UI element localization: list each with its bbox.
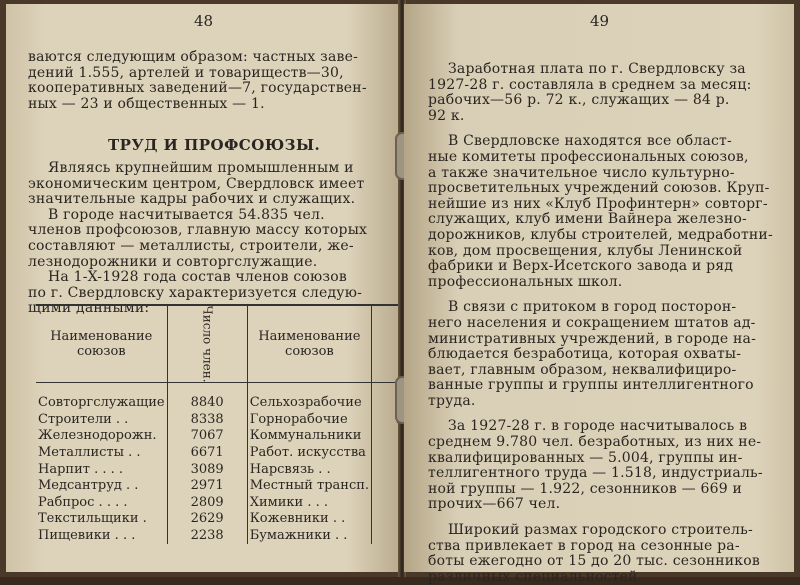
table-row <box>36 461 451 478</box>
text-line: кооперативных заведений—7, государствен- <box>28 80 367 97</box>
text-line: квалифицированных — 5.004, группы ин- <box>428 449 743 466</box>
text-line: В Свердловске находятся все област- <box>448 133 732 150</box>
text-line: нейшие из них «Клуб Профинтерн» совторг- <box>428 195 768 212</box>
text-line: ков, дом просвещения, клубы Ленинской <box>428 242 743 259</box>
text-line: фабрики и Верх-Исетского завода и ряд <box>428 258 734 275</box>
member-count: 2809 <box>167 495 247 512</box>
text-line: составляют — металлисты, строители, же- <box>28 237 354 254</box>
text-line: ства привлекает в город на сезонные ра- <box>428 537 740 554</box>
text-line: Являясь крупнейшим промышленным и <box>48 160 354 176</box>
union-name: Химики . . . <box>249 494 329 510</box>
text-line: 1927-28 г. составляла в среднем за месяц: <box>428 76 752 93</box>
text-line: блюдается безработица, которая охваты- <box>428 346 742 363</box>
union-name: Нарсвязь . . <box>249 461 331 477</box>
text-line: среднем 9.780 чел. безработных, из них не- <box>428 434 762 451</box>
unions-table <box>36 304 451 544</box>
left-page <box>6 4 402 572</box>
text-line: ваются следующим образом: частных заве- <box>28 49 359 65</box>
table-row <box>36 528 451 545</box>
table-row <box>36 495 451 512</box>
member-count: 2971 <box>167 478 247 495</box>
text-line: вает, главным образом, неквалифициро- <box>428 361 737 378</box>
member-count: 2629 <box>167 511 247 528</box>
right-page-number: 49 <box>590 12 610 30</box>
union-name: Медсантруд . . <box>38 478 139 494</box>
unions-table-body <box>36 383 451 545</box>
union-name: Пищевики . . . <box>38 528 136 544</box>
left-paragraphs <box>28 161 380 317</box>
union-name: Кожевники . . <box>249 511 346 527</box>
text-line: Заработная плата по г. Свердловску за <box>448 61 746 77</box>
text-line: лезнодорожники и совторгслужащие. <box>28 253 318 270</box>
text-line: ных — 23 и общественных — 1. <box>28 95 265 112</box>
text-line: служащих, клуб имени Вайнера железно- <box>428 211 747 228</box>
text-line: просветительных учреждений союзов. Круп- <box>428 180 770 197</box>
member-count: 8338 <box>167 412 247 429</box>
member-count: 2238 <box>167 528 247 545</box>
member-count: 6671 <box>167 445 247 462</box>
table-row <box>36 478 451 495</box>
table-row <box>36 445 451 462</box>
text-line: щими данными: <box>28 300 150 317</box>
text-line: рабочих—56 р. 72 к., служащих — 84 р. <box>428 92 730 109</box>
text-line: За 1927-28 г. в городе насчитывалось в <box>448 418 748 435</box>
union-name: Железнодорожн. <box>38 428 157 444</box>
text-line: по г. Свердловску характеризуется следую- <box>28 284 363 301</box>
union-name: Работ. искусства <box>249 445 366 461</box>
text-line: 92 к. <box>428 107 465 124</box>
text-line: труда. <box>428 392 476 409</box>
union-name: Совторгслужащие <box>38 395 165 411</box>
union-name: Нарпит . . . . <box>38 461 123 477</box>
text-line: теллигентного труда — 1.518, индустриаль- <box>428 465 763 482</box>
text-line: а также значительное число культурно- <box>428 164 735 181</box>
table-row <box>36 412 451 429</box>
right-paragraphs <box>428 62 778 585</box>
table-row <box>36 383 451 412</box>
column-header-name-left: Наименование союзов <box>36 305 167 383</box>
table-row <box>36 428 451 445</box>
table-row <box>36 511 451 528</box>
union-name: Сельхозрабочие <box>249 395 362 411</box>
union-name: Строители . . <box>38 411 129 427</box>
union-name: Горнорабочие <box>249 411 348 427</box>
text-line: министративных учреждений, в городе на- <box>428 330 757 347</box>
text-line: значительные кадры рабочих и служащих. <box>28 191 356 208</box>
union-name: Рабпрос . . . . <box>38 494 128 510</box>
text-line: дений 1.555, артелей и товариществ—30, <box>28 64 344 81</box>
column-header-count-left-text: Число член. <box>200 304 215 383</box>
text-line: экономическим центром, Свердловск имеет <box>28 175 365 192</box>
left-page-number: 48 <box>194 12 214 30</box>
member-count: 7067 <box>167 428 247 445</box>
column-header-count-left <box>167 305 247 383</box>
text-line: Широкий размах городского строитель- <box>448 522 753 539</box>
text-line: различных специальностей. <box>428 568 643 585</box>
union-name: Местный трансп. <box>249 478 370 494</box>
text-line: В связи с притоком в город посторон- <box>448 299 737 316</box>
text-line: На 1-X-1928 года состав членов союзов <box>48 269 347 286</box>
text-line: ванные группы и группы интеллигентного <box>428 377 754 394</box>
union-name: Текстильщики . <box>38 511 147 527</box>
union-name: Металлисты . . <box>38 445 141 461</box>
section-heading: ТРУД И ПРОФСОЮЗЫ. <box>108 136 321 154</box>
text-line: членов профсоюзов, главную массу которых <box>28 222 368 239</box>
member-count: 3089 <box>167 461 247 478</box>
union-name: Коммунальники <box>249 428 362 444</box>
text-line: ной группы — 1.922, сезонников — 669 и <box>428 480 743 497</box>
text-line: профессиональных школ. <box>428 273 623 290</box>
text-line: боты ежегодно от 15 до 20 тыс. сезонников <box>428 553 760 570</box>
union-name: Бумажники . . <box>249 528 348 544</box>
right-page <box>404 4 794 585</box>
text-line: В городе насчитывается 54.835 чел. <box>48 206 325 223</box>
text-line: прочих—667 чел. <box>428 496 561 513</box>
column-header-name-right: Наименование союзов <box>247 305 371 383</box>
text-line: ные комитеты профессиональных союзов, <box>428 148 749 165</box>
left-top-paragraph <box>28 50 380 112</box>
text-line: него населения и сокращением штатов ад- <box>428 314 756 331</box>
member-count: 8840 <box>167 383 247 412</box>
text-line: дорожников, клубы строителей, медработни- <box>428 226 773 243</box>
